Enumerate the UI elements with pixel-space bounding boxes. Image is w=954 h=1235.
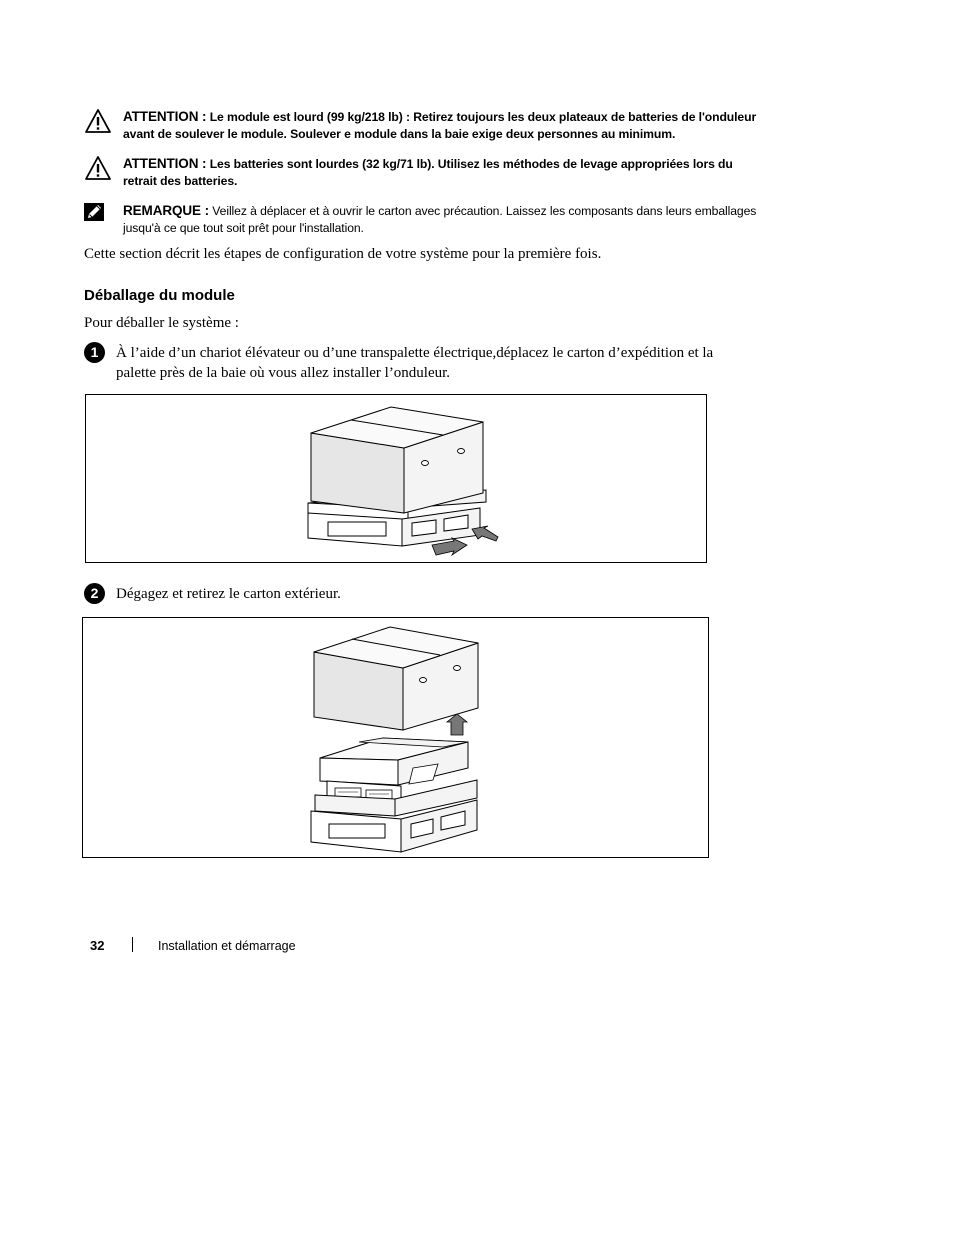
- notice-text: Le module est lourd (99 kg/218 lb) : Retirez toujours les deux plateaux de batteries de l'onduleur avant de soulever le module. Soulever e module dans la baie exige deux personnes au minimum.: [123, 110, 757, 141]
- notice-label: REMARQUE :: [123, 203, 209, 218]
- figure-move-pallet: [85, 394, 707, 563]
- pencil-note-icon: [84, 203, 112, 229]
- arrow-left-icon: [472, 526, 498, 541]
- handle-hole-icon: [458, 449, 465, 454]
- arrow-up-icon: [447, 714, 467, 735]
- handle-hole-icon: [420, 678, 427, 683]
- illustration-lifting-carton: [83, 618, 708, 857]
- notice-text: Les batteries sont lourdes (32 kg/71 lb). Utilisez les méthodes de levage appropriées lors du retrait des batteries.: [123, 157, 733, 188]
- warning-triangle-icon: [84, 155, 112, 181]
- footer-divider: [132, 937, 133, 952]
- remarque-notice: [84, 202, 764, 237]
- illustration-box-on-pallet: [86, 395, 706, 562]
- attention-notice-weight: [84, 108, 764, 143]
- attention-notice-batteries: [84, 155, 764, 190]
- notice-label: ATTENTION :: [123, 156, 207, 171]
- figure-remove-carton: [82, 617, 709, 858]
- notice-text: Veillez à déplacer et à ouvrir le carton avec précaution. Laissez les composants dans leurs emballages jusqu'à ce que tout soit prêt pour l'installation.: [123, 204, 757, 235]
- warning-triangle-icon: [84, 108, 112, 134]
- chapter-title: Installation et démarrage: [158, 939, 296, 953]
- notice-label: ATTENTION :: [123, 109, 207, 124]
- step-text: Dégagez et retirez le carton extérieur.: [116, 586, 341, 602]
- step-number-badge: 2: [84, 583, 105, 604]
- handle-hole-icon: [422, 461, 429, 466]
- section-heading: Déballage du module: [84, 287, 235, 304]
- page-number: 32: [90, 938, 105, 953]
- intro-paragraph: Cette section décrit les étapes de configuration de votre système pour la première fois.: [84, 246, 602, 262]
- handle-hole-icon: [454, 666, 461, 671]
- section-intro: Pour déballer le système :: [84, 315, 239, 331]
- step-text: À l’aide d’un chariot élévateur ou d’une transpalette électrique,déplacez le carton d’expédition et la palette près de la baie où vous allez installer l’onduleur.: [116, 345, 714, 381]
- step-number-badge: 1: [84, 342, 105, 363]
